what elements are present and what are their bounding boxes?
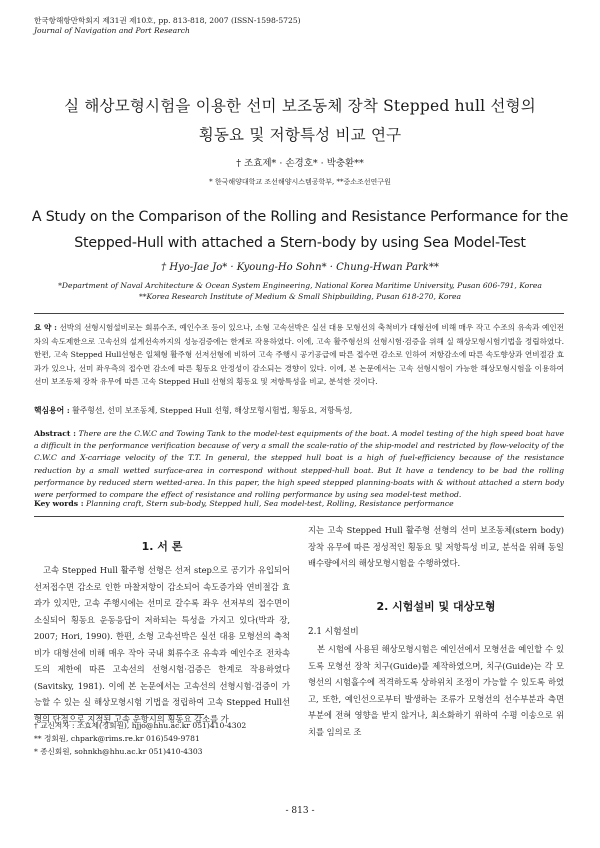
section2-1-body: 본 시험에 사용된 해상모형시험은 예인선에서 모형선을 예인할 수 있도록 모형선 장착 치구(Guide)를 제작하였으며, 치구(Guide)는 각 모형선의 시험흘수에 적격하도록 상하위치 조정이 가능할 수 있도록 하였고, 또한, 예인선으로부터 발생하는 조류가 모형선의 선수부분과 측면부분에 전혀 영향을 받지 않거나, 최소화하기 위하여 수평 이송으로 위치를 임의로 조 <box>308 644 564 737</box>
keywords-english-label: Key words : <box>34 499 84 508</box>
affiliation-english-line2: **Korea Research Institute of Medium & Small Shipbuilding, Pusan 618-270, Korea <box>138 291 462 301</box>
title-korean-line1: 실 해상모형시험을 이용한 선미 보조동체 장착 Stepped hull 선형의 <box>64 97 536 115</box>
abstract-korean-text: 선박의 선형시험설비로는 회류수조, 예인수조 등이 있으나, 소형 고속선박은 실선 대용 모형선의 축척비가 대형선에 비해 매우 작고 수조의 유속과 예인전차의 속도제한으로 고속선의 설계선속까지의 성능검증에는 한계로 작용하였다. 이에, 고속 활주형선의 선형시험·검증을 위해 실 해상모형시험기법을 정립하였다. 한편, 고속 Stepped Hull선형은 일체형 활주형 선저선형에 비하여 고속 주행시 공기공급에 따른 접수면 감소로 인하여 저항감소에 따른 속도향상과 연비절감 효과가 있으나, 선미 좌우측의 접수면 감소에 따른 횡동요 안정성이 감소되는 경향이 있다. 이에, 본 논문에서는 고속 선형시험이 가능한 해상모형시험을 이용하여 선미 보조동체 장착 유무에 따른 고속 Stepped Hull 선형의 횡동요 및 저항특성을 비교, 분석한 것이다. <box>34 323 564 387</box>
keywords-english <box>34 499 564 508</box>
title-english-line1: A Study on the Comparison of the Rolling and Resistance Performance for the <box>31 209 569 225</box>
section1-heading: 1. 서 론 <box>141 540 183 553</box>
footnote-member: ** 정회원, chpark@rims.re.kr 016)549-9781 <box>34 734 200 743</box>
keywords-english-text: Planning craft, Stern sub-body, Stepped hull, Sea model-test, Rolling, Resistance performance <box>86 499 454 508</box>
journal-name: Journal of Navigation and Port Research <box>34 26 190 35</box>
journal-header <box>34 16 301 36</box>
section2-heading: 2. 시험설비 및 대상모형 <box>376 600 496 613</box>
title-korean-line2: 횡동요 및 저항특성 비교 연구 <box>198 126 402 144</box>
section1-continuation: 지는 고속 Stepped Hull 활주형 선형의 선미 보조동체(stern body) 장착 유무에 따른 정성적인 횡동요 및 저항특성 비교, 분석을 위해 동일배수량에서의 해상모형시험을 수행하였다. <box>308 525 564 568</box>
keywords-korean-label: 핵심용어 : <box>34 406 70 415</box>
section2-1-heading: 2.1 시험설비 <box>308 627 359 637</box>
journal-citation: 한국항해항만학회지 제31권 제10호, pp. 813-818, 2007 (ISSN-1598-5725) <box>34 16 301 25</box>
abstract-english-text: There are the C.W.C and Towing Tank to the model-test equipments of the boat. A model testing of the high speed boat have a difficult in the performance verification because of very a small the scale-ratio of the ship-model and restricted by flow-velocity of the C.W.C and X-carriage velocity of the T.T. In general, the stepped hull boat is a high of fuel-efficiency because of the resistance reduction by a small wetted surface-area in correspond without stepped-hull boat. But It have a tendency to be bad the rolling performance by reduced stern wetted-area. In this paper, the high speed stepped planning-boats with & without attached a stern body were performed to compare the effect of resistance and rolling performance by using sea model-test method. <box>34 429 564 500</box>
title-korean <box>0 92 600 150</box>
abstract-english-label: Abstract : <box>34 429 77 438</box>
affiliation-english <box>0 281 600 302</box>
keywords-korean-text: 활주형선, 선미 보조동체, Stepped Hull 선형, 해상모형시험법, 횡동요, 저항특성, <box>72 406 353 415</box>
title-english <box>0 204 600 256</box>
abstract-korean-label: 요 약 : <box>34 323 57 332</box>
footnotes <box>34 719 246 758</box>
authors-korean: † 조효제* · 손경호* · 박충환** <box>236 158 364 169</box>
title-english-line2: Stepped-Hull with attached a Stern-body by using Sea Model-Test <box>74 235 526 251</box>
keywords-korean <box>34 405 564 416</box>
abstract-bottom-rule <box>34 516 564 517</box>
section1-body: 고속 Stepped Hull 활주형 선형은 선저 step으로 공기가 유입되어 선저접수면 감소로 인한 마찰저항이 감소되어 속도증가와 연비절감 효과가 있지만, 고속 주행시에는 선미로 갈수록 좌우 선저부의 접수면이 소실되어 횡동요 운동응답이 저하되는 특성을 가지고 있다(박과 장, 2007; Hori, 1990). 한편, 소형 고속선박은 실선 대용 모형선의 축척비가 대형선에 비해 매우 작아 국내 회류수조 유속과 예인수조 전차속도의 제한에 따른 고속선의 선형시험·검증은 한계로 작용하였다(Savitsky, 1981). 이에 본 논문에서는 고속선의 선형시험·검증이 가능할 수 있는 실 해상모형시험 기법을 정립하여 고속 Stepped Hull선형의 단점으로 지적된 고속 운항시의 횡동요 감소를 가 <box>34 565 290 724</box>
authors-english: † Hyo-Jae Jo* · Kyoung-Ho Sohn* · Chung-Hwan Park** <box>161 262 439 273</box>
abstract-top-rule <box>34 313 564 314</box>
footnote-corresponding-author: † 교신저자 : 조효제(정회원), hjjo@hhu.ac.kr 051)410-4302 <box>34 721 247 730</box>
footnote-lifetime-member: * 종신회원, sohnkh@hhu.ac.kr 051)410-4303 <box>34 747 203 756</box>
affiliation-korean: * 한국해양대학교 조선해양시스템공학부, **중소조선연구원 <box>209 178 391 186</box>
abstract-korean <box>34 321 564 389</box>
abstract-english <box>34 428 564 501</box>
footnote-rule <box>34 714 204 715</box>
page-number: - 813 - <box>285 806 315 816</box>
affiliation-english-line1: *Department of Naval Architecture & Ocean System Engineering, National Korea Maritime University, Pusan 606-791, Korea <box>58 281 542 290</box>
